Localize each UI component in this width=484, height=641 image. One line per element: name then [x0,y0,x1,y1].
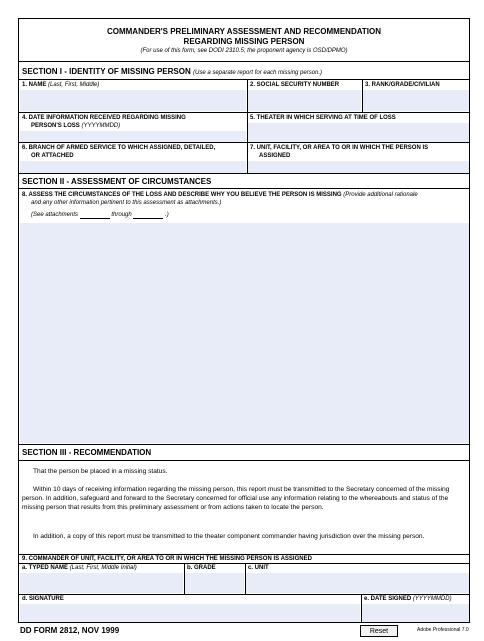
grade-label: b. GRADE [187,565,216,571]
divider [19,61,469,62]
divider [19,142,469,143]
form-title-line2: REGARDING MISSING PERSON [183,37,305,46]
branch-label: 6. BRANCH OF ARMED SERVICE TO WHICH ASSIGNED, DETAILED, OR ATTACHED [22,145,216,159]
name-hint: (Last, First, Middle) [48,82,100,88]
date-info-field[interactable] [20,131,246,142]
grade-field[interactable] [185,573,244,593]
typed-name-hint: (Last, First, Middle Initial) [69,565,137,571]
attachment-start-field[interactable] [80,212,110,219]
section1-title-text: SECTION I - IDENTITY OF MISSING PERSON [22,67,191,76]
date-info-label: 4. DATE INFORMATION RECEIVED REGARDING MISSING PERSON'S LOSS (YYYYMMDD) [22,115,186,129]
unit-field[interactable] [246,573,469,593]
divider [19,173,469,174]
commander-label: 9. COMMANDER OF UNIT, FACILITY, OR AREA TO OR IN WHICH THE MISSING PERSON IS ASSIGNED [22,556,312,562]
divider [19,460,469,461]
reset-button[interactable]: Reset [360,625,398,637]
name-label: 1. NAME (Last, First, Middle) [22,82,100,88]
section1-note: (Use a separate report for each missing person.) [193,70,323,76]
assessment-label: 8. ASSESS THE CIRCUMSTANCES OF THE LOSS AND DESCRIBE WHY YOU BELIEVE THE PERSON IS MISSING (Provide additional rationale and any other information pertinent to this assessment as attachments.) [22,192,418,206]
name-field[interactable] [20,90,246,111]
form-frame [18,18,470,623]
recommendation-paragraph-2: Within 10 days of receiving information regarding the missing person, this report must be transmitted to the Secretary concerned of the missing person. In addition, safeguard and forward to the Secretary concerned for official use any information relating to the whereabouts and status of the missing person that results from this preliminary assessment or from actions taken to locate the person. [22,486,450,511]
theater-label: 5. THEATER IN WHICH SERVING AT TIME OF LOSS [250,115,396,121]
form-title-line1: COMMANDER'S PRELIMINARY ASSESSMENT AND RECOMMENDATION [106,27,382,36]
unit-assigned-field[interactable] [248,161,469,173]
attachment-end-field[interactable] [133,212,163,219]
rank-label: 3. RANK/GRADE/CIVILIAN [365,82,440,88]
date-signed-field[interactable] [362,604,469,622]
software-version: Adobe Professional 7.0 [417,627,469,633]
recommendation-paragraph-1: That the person be placed in a missing status. [33,468,168,475]
signature-field[interactable] [20,604,360,622]
section1-title [22,67,322,76]
form-subtitle: (For use of this form, see DODI 2310.5; the proponent agency is OSD/DPMO) [140,48,348,54]
date-info-hint: (YYYYMMDD) [81,123,121,129]
signature-label: d. SIGNATURE [22,596,64,602]
recommendation-paragraph-3: In addition, a copy of this report must be transmitted to the theater component commander having jurisdiction over the missing person. [33,533,425,540]
section2-title: SECTION II - ASSESSMENT OF CIRCUMSTANCES [22,177,212,186]
attachments-line: (See attachments through .) [31,212,169,218]
unit-assigned-label: 7. UNIT, FACILITY, OR AREA TO OR IN WHICH THE PERSON IS ASSIGNED [250,145,429,159]
divider [19,79,469,80]
ssn-label: 2. SOCIAL SECURITY NUMBER [250,82,340,88]
typed-name-label: a. TYPED NAME (Last, First, Middle Initial) [22,565,137,571]
date-signed-hint: (YYYYMMDD) [412,596,452,602]
theater-field[interactable] [248,123,469,142]
date-signed-label: e. DATE SIGNED (YYYYMMDD) [364,596,452,602]
form-id: DD FORM 2812, NOV 1999 [20,626,120,635]
divider [19,188,469,189]
divider [19,112,469,113]
assessment-text-area[interactable] [20,223,469,443]
divider [19,444,469,445]
rank-field[interactable] [363,90,469,111]
assessment-hint: (Provide additional rationale [343,192,418,198]
unit-label: c. UNIT [248,565,269,571]
branch-field[interactable] [20,161,246,173]
section3-title: SECTION III - RECOMMENDATION [22,448,152,457]
ssn-field[interactable] [248,90,361,111]
typed-name-field[interactable] [20,573,183,593]
